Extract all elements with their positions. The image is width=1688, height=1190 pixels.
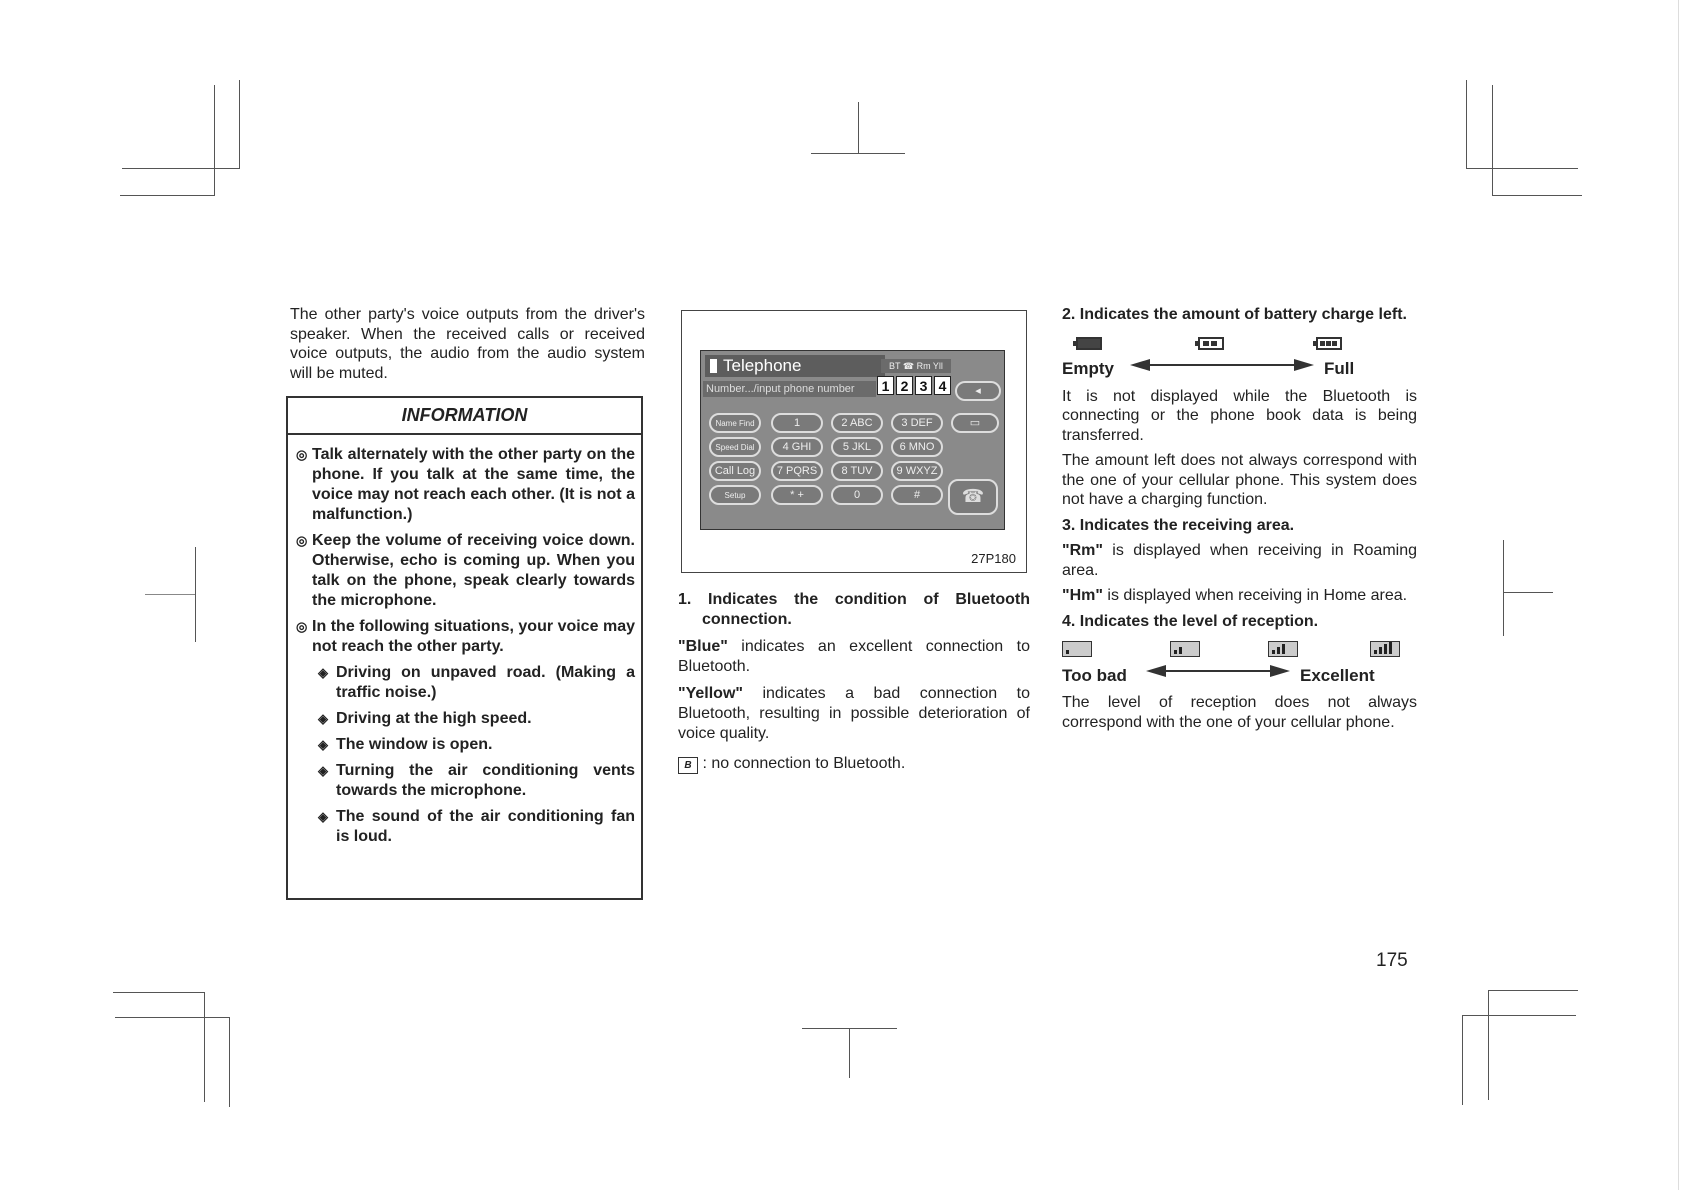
info-sub-bullet: ◈ The sound of the air conditioning fan is loud. [318,808,635,845]
battery-note-2: The amount left does not always correspond with the one of your cellular phone. This system does not have a charging function. [1062,452,1417,508]
signal-4-icon [1370,641,1400,657]
signal-3-icon [1268,641,1298,657]
key-name-find[interactable]: Name Find [709,413,761,433]
item-3-heading: 3. Indicates the receiving area. [1062,516,1295,534]
info-bullet: ◎ Talk alternately with the other party on the phone. If you talk at the same time, the voice may not reach each other. (It is not a malfunction.) [296,446,635,523]
key-0[interactable]: 0 [831,485,883,505]
memory-button-4[interactable]: 4 [934,376,951,395]
bullet-icon: ◎ [296,533,308,548]
signal-1-icon [1062,641,1092,657]
empty-label: Empty [1062,359,1114,378]
diamond-icon: ◈ [318,763,328,778]
diamond-icon: ◈ [318,711,328,726]
bullet-icon: ◎ [296,447,308,462]
key-hash[interactable]: # [891,485,943,505]
phone-icon [710,359,717,373]
info-sub-bullet: ◈ The window is open. [318,736,493,753]
page-number: 175 [1376,950,1408,971]
key-5[interactable]: 5 JKL [831,437,883,457]
screen-title: Telephone [705,355,885,377]
memory-button-2[interactable]: 2 [896,376,913,395]
too-bad-label: Too bad [1062,665,1127,685]
yellow-paragraph: "Yellow" indicates a bad connection to Bluetooth, resulting in possible deterioration of voice quality. [678,685,1030,742]
key-speed-dial[interactable]: Speed Dial [709,437,761,457]
info-bullet: ◎ Keep the volume of receiving voice down. Otherwise, echo is coming up. When you talk on the phone, speak clearly towards the microphone. [296,532,635,609]
key-8[interactable]: 8 TUV [831,461,883,481]
battery-empty-icon [1076,337,1102,350]
figure-code: 27P180 [971,551,1016,566]
bullet-icon: ◎ [296,619,308,634]
item-4-heading: 4. Indicates the level of reception. [1062,612,1319,630]
middle-column [678,590,1030,781]
telephone-screen [700,350,1005,530]
information-title: INFORMATION [288,398,641,435]
key-star[interactable]: * + [771,485,823,505]
key-9[interactable]: 9 WXYZ [891,461,943,481]
key-3[interactable]: 3 DEF [891,413,943,433]
status-icons: BT ☎ Rm Yll [881,359,951,373]
reception-note: The level of reception does not always correspond with the one of your cellular phone. [1062,694,1417,731]
right-column [1062,305,1417,738]
roaming-paragraph: "Rm" is displayed when receiving in Roaming area. [1062,542,1417,579]
number-input[interactable]: Number.../input phone number [703,381,876,397]
info-sub-bullet: ◈ Driving at the high speed. [318,710,532,727]
memory-button-3[interactable]: 3 [915,376,932,395]
signal-2-icon [1170,641,1200,657]
bluetooth-off-icon: B [678,757,698,774]
full-label: Full [1324,359,1355,378]
info-bullet: ◎ In the following situations, your voice may not reach the other party. [296,618,635,655]
battery-half-icon [1198,337,1224,350]
diamond-icon: ◈ [318,809,328,824]
diamond-icon: ◈ [318,665,328,680]
battery-scale [1062,331,1417,381]
excellent-label: Excellent [1300,665,1375,685]
item-1-heading: 1. Indicates the condition of Bluetooth connection. [678,591,1030,628]
key-4[interactable]: 4 GHI [771,437,823,457]
clear-key[interactable]: ◂ [955,381,1001,401]
end-call-button[interactable]: ☎ [948,479,998,515]
menu-key[interactable]: ▭ [951,413,999,433]
diamond-icon: ◈ [318,737,328,752]
key-setup[interactable]: Setup [709,485,761,505]
key-call-log[interactable]: Call Log [709,461,761,481]
battery-note-1: It is not displayed while the Bluetooth is connecting or the phone book data is being transferred. [1062,387,1417,444]
telephone-screen-figure [681,310,1027,573]
arrow-right-icon [1270,665,1290,677]
key-1[interactable]: 1 [771,413,823,433]
info-sub-bullet: ◈ Driving on unpaved road. (Making a traffic noise.) [318,664,635,701]
blue-paragraph: "Blue" indicates an excellent connection to Bluetooth. [678,638,1030,675]
no-connection-paragraph: B : no connection to Bluetooth. [678,754,1030,774]
battery-full-icon [1316,337,1342,350]
key-7[interactable]: 7 PQRS [771,461,823,481]
key-6[interactable]: 6 MNO [891,437,943,457]
information-box [286,396,643,900]
arrow-right-icon [1294,359,1314,371]
memory-button-1[interactable]: 1 [877,376,894,395]
reception-scale [1062,637,1417,687]
intro-paragraph: The other party's voice outputs from the driver's speaker. When the received calls or received voice outputs, the audio from the audio system will be muted. [290,306,645,382]
home-paragraph: "Hm" is displayed when receiving in Home area. [1062,587,1408,604]
key-2[interactable]: 2 ABC [831,413,883,433]
item-2-heading: 2. Indicates the amount of battery charge left. [1062,306,1407,323]
info-sub-bullet: ◈ Turning the air conditioning vents towards the microphone. [318,762,635,799]
